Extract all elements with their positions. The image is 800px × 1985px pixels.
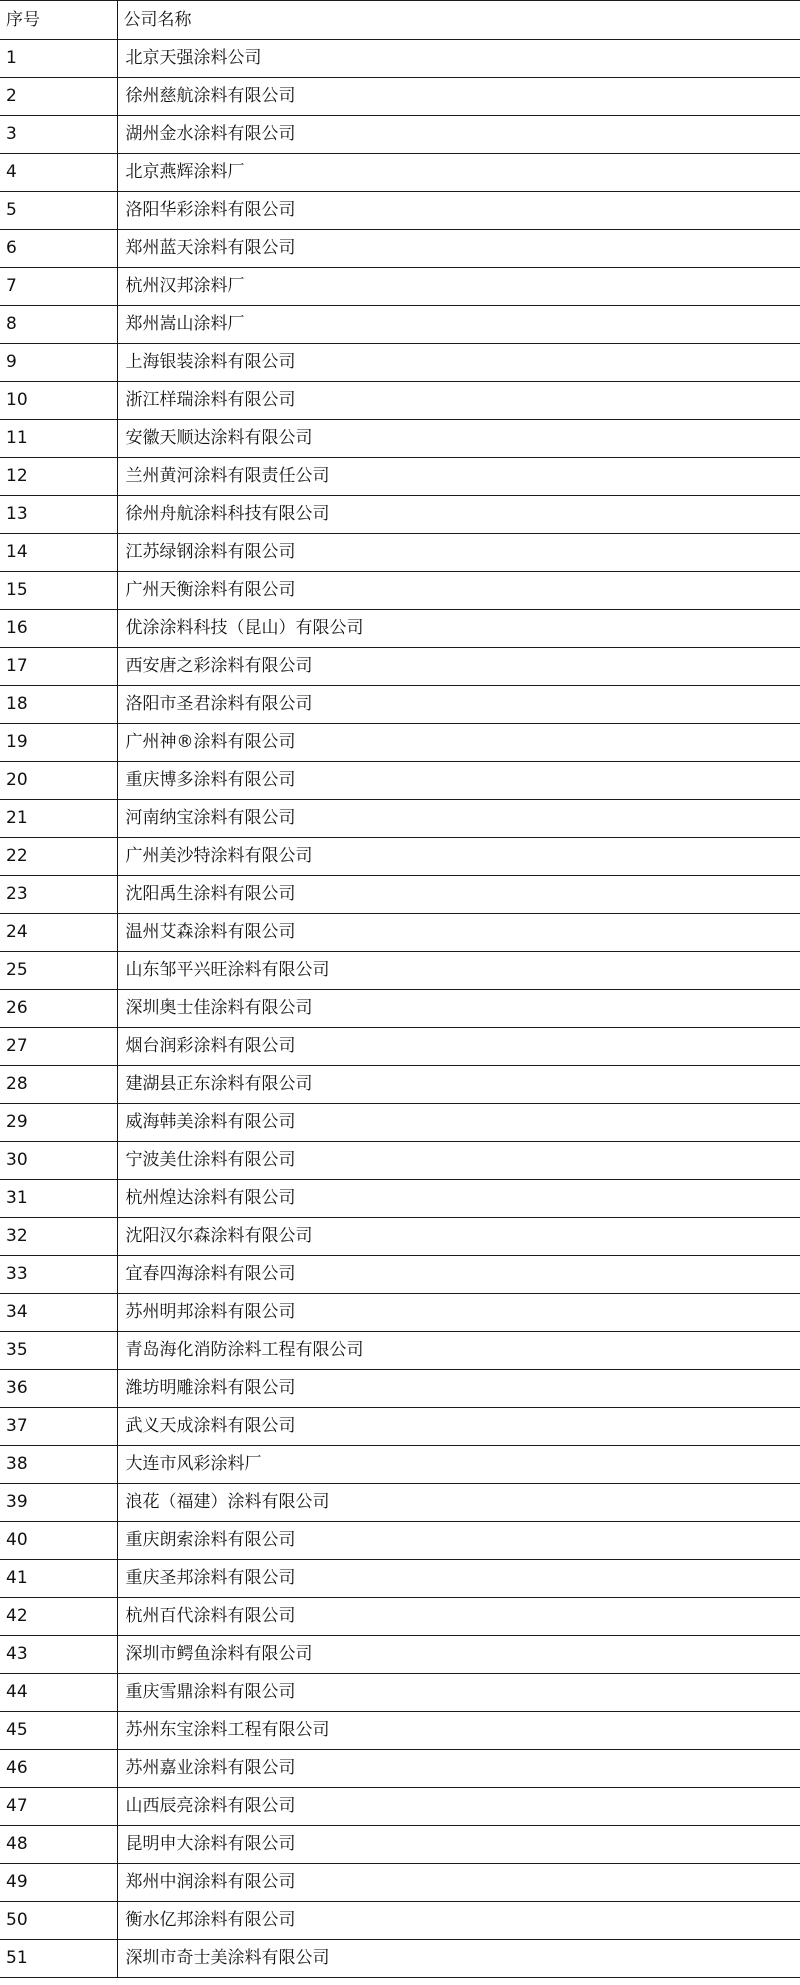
row-index-cell: 4 <box>0 154 117 192</box>
row-index-cell: 7 <box>0 268 117 306</box>
header-row <box>0 1 800 40</box>
row-index-cell: 18 <box>0 686 117 724</box>
row-index-cell: 2 <box>0 78 117 116</box>
company-name-cell: 武义天成涂料有限公司 <box>117 1408 800 1446</box>
table-row <box>0 800 800 838</box>
row-index-cell: 24 <box>0 914 117 952</box>
table-row <box>0 154 800 192</box>
row-index-cell: 14 <box>0 534 117 572</box>
row-index-cell: 1 <box>0 40 117 78</box>
row-index-cell: 3 <box>0 116 117 154</box>
row-index-cell: 40 <box>0 1522 117 1560</box>
company-name-cell: 重庆博多涂料有限公司 <box>117 762 800 800</box>
company-name-cell: 苏州东宝涂料工程有限公司 <box>117 1712 800 1750</box>
table-row <box>0 1864 800 1902</box>
company-name-cell: 西安唐之彩涂料有限公司 <box>117 648 800 686</box>
company-name-cell: 湖州金水涂料有限公司 <box>117 116 800 154</box>
table-row <box>0 306 800 344</box>
table-row <box>0 838 800 876</box>
company-name-cell: 上海银装涂料有限公司 <box>117 344 800 382</box>
row-index-cell: 10 <box>0 382 117 420</box>
company-name-cell: 浪花（福建）涂料有限公司 <box>117 1484 800 1522</box>
table-row <box>0 1218 800 1256</box>
company-name-cell: 郑州嵩山涂料厂 <box>117 306 800 344</box>
table-row <box>0 1066 800 1104</box>
table-row <box>0 572 800 610</box>
row-index-cell: 35 <box>0 1332 117 1370</box>
company-name-cell: 衡水亿邦涂料有限公司 <box>117 1902 800 1940</box>
table-row <box>0 1028 800 1066</box>
table-row <box>0 1370 800 1408</box>
row-index-cell: 15 <box>0 572 117 610</box>
row-index-cell: 17 <box>0 648 117 686</box>
company-name-cell: 郑州中润涂料有限公司 <box>117 1864 800 1902</box>
row-index-cell: 8 <box>0 306 117 344</box>
table-row <box>0 914 800 952</box>
row-index-cell: 23 <box>0 876 117 914</box>
row-index-cell: 26 <box>0 990 117 1028</box>
company-name-cell: 杭州汉邦涂料厂 <box>117 268 800 306</box>
company-name-cell: 温州艾森涂料有限公司 <box>117 914 800 952</box>
row-index-cell: 22 <box>0 838 117 876</box>
table-row <box>0 724 800 762</box>
company-name-cell: 北京燕辉涂料厂 <box>117 154 800 192</box>
table-row <box>0 40 800 78</box>
table-row <box>0 268 800 306</box>
table-row <box>0 876 800 914</box>
row-index-cell: 34 <box>0 1294 117 1332</box>
company-name-cell: 重庆雪鼎涂料有限公司 <box>117 1674 800 1712</box>
table-row <box>0 1104 800 1142</box>
row-index-cell: 32 <box>0 1218 117 1256</box>
row-index-cell: 39 <box>0 1484 117 1522</box>
company-name-cell: 洛阳市圣君涂料有限公司 <box>117 686 800 724</box>
table-row <box>0 1332 800 1370</box>
company-name-cell: 宜春四海涂料有限公司 <box>117 1256 800 1294</box>
row-index-cell: 41 <box>0 1560 117 1598</box>
company-name-cell: 深圳市鳄鱼涂料有限公司 <box>117 1636 800 1674</box>
table-row <box>0 230 800 268</box>
company-name-cell: 重庆朗索涂料有限公司 <box>117 1522 800 1560</box>
company-name-cell: 宁波美仕涂料有限公司 <box>117 1142 800 1180</box>
row-index-cell: 21 <box>0 800 117 838</box>
index-column-header: 序号 <box>0 1 117 40</box>
company-name-cell: 山东邹平兴旺涂料有限公司 <box>117 952 800 990</box>
table-row <box>0 534 800 572</box>
table-row <box>0 116 800 154</box>
table-row <box>0 344 800 382</box>
table-row <box>0 382 800 420</box>
row-index-cell: 51 <box>0 1940 117 1978</box>
table-row <box>0 1522 800 1560</box>
company-name-cell: 浙江样瑞涂料有限公司 <box>117 382 800 420</box>
row-index-cell: 45 <box>0 1712 117 1750</box>
row-index-cell: 25 <box>0 952 117 990</box>
row-index-cell: 19 <box>0 724 117 762</box>
company-name-cell: 大连市风彩涂料厂 <box>117 1446 800 1484</box>
table-row <box>0 1484 800 1522</box>
table-row <box>0 420 800 458</box>
row-index-cell: 43 <box>0 1636 117 1674</box>
row-index-cell: 29 <box>0 1104 117 1142</box>
row-index-cell: 44 <box>0 1674 117 1712</box>
row-index-cell: 6 <box>0 230 117 268</box>
table-row <box>0 648 800 686</box>
table-row <box>0 1750 800 1788</box>
row-index-cell: 11 <box>0 420 117 458</box>
table-row <box>0 1902 800 1940</box>
row-index-cell: 47 <box>0 1788 117 1826</box>
table-row <box>0 1826 800 1864</box>
row-index-cell: 42 <box>0 1598 117 1636</box>
table-row <box>0 686 800 724</box>
company-name-cell: 沈阳汉尔森涂料有限公司 <box>117 1218 800 1256</box>
table-row <box>0 192 800 230</box>
row-index-cell: 46 <box>0 1750 117 1788</box>
table-row <box>0 990 800 1028</box>
table-row <box>0 1180 800 1218</box>
company-name-cell: 徐州舟航涂料科技有限公司 <box>117 496 800 534</box>
table-row <box>0 1294 800 1332</box>
company-name-cell: 烟台润彩涂料有限公司 <box>117 1028 800 1066</box>
row-index-cell: 12 <box>0 458 117 496</box>
company-name-cell: 江苏绿钢涂料有限公司 <box>117 534 800 572</box>
company-name-cell: 潍坊明雕涂料有限公司 <box>117 1370 800 1408</box>
company-name-cell: 重庆圣邦涂料有限公司 <box>117 1560 800 1598</box>
table-row <box>0 78 800 116</box>
row-index-cell: 13 <box>0 496 117 534</box>
table-row <box>0 496 800 534</box>
company-name-cell: 徐州慈航涂料有限公司 <box>117 78 800 116</box>
company-name-cell: 兰州黄河涂料有限责任公司 <box>117 458 800 496</box>
row-index-cell: 37 <box>0 1408 117 1446</box>
company-name-cell: 深圳奥士佳涂料有限公司 <box>117 990 800 1028</box>
row-index-cell: 36 <box>0 1370 117 1408</box>
name-column-header: 公司名称 <box>117 1 800 40</box>
table-row <box>0 1940 800 1978</box>
row-index-cell: 48 <box>0 1826 117 1864</box>
company-name-cell: 苏州明邦涂料有限公司 <box>117 1294 800 1332</box>
table-row <box>0 952 800 990</box>
row-index-cell: 5 <box>0 192 117 230</box>
row-index-cell: 31 <box>0 1180 117 1218</box>
company-name-cell: 广州美沙特涂料有限公司 <box>117 838 800 876</box>
company-name-cell: 杭州百代涂料有限公司 <box>117 1598 800 1636</box>
table-row <box>0 1446 800 1484</box>
row-index-cell: 38 <box>0 1446 117 1484</box>
company-name-cell: 洛阳华彩涂料有限公司 <box>117 192 800 230</box>
table-body <box>0 40 800 1978</box>
company-name-cell: 广州天衡涂料有限公司 <box>117 572 800 610</box>
row-index-cell: 20 <box>0 762 117 800</box>
table-row <box>0 1598 800 1636</box>
company-name-cell: 优涂涂料科技（昆山）有限公司 <box>117 610 800 648</box>
company-name-cell: 威海韩美涂料有限公司 <box>117 1104 800 1142</box>
table-row <box>0 1636 800 1674</box>
table-row <box>0 1712 800 1750</box>
company-name-cell: 安徽天顺达涂料有限公司 <box>117 420 800 458</box>
company-name-cell: 郑州蓝天涂料有限公司 <box>117 230 800 268</box>
row-index-cell: 30 <box>0 1142 117 1180</box>
table-row <box>0 458 800 496</box>
table-row <box>0 610 800 648</box>
table-row <box>0 1256 800 1294</box>
table-row <box>0 1788 800 1826</box>
company-name-cell: 广州神®涂料有限公司 <box>117 724 800 762</box>
row-index-cell: 16 <box>0 610 117 648</box>
row-index-cell: 49 <box>0 1864 117 1902</box>
company-name-cell: 河南纳宝涂料有限公司 <box>117 800 800 838</box>
row-index-cell: 27 <box>0 1028 117 1066</box>
company-name-cell: 深圳市奇士美涂料有限公司 <box>117 1940 800 1978</box>
company-name-cell: 苏州嘉业涂料有限公司 <box>117 1750 800 1788</box>
row-index-cell: 33 <box>0 1256 117 1294</box>
table-row <box>0 1142 800 1180</box>
row-index-cell: 9 <box>0 344 117 382</box>
company-name-cell: 沈阳禹生涂料有限公司 <box>117 876 800 914</box>
company-name-cell: 北京天强涂料公司 <box>117 40 800 78</box>
table-row <box>0 762 800 800</box>
company-name-cell: 建湖县正东涂料有限公司 <box>117 1066 800 1104</box>
row-index-cell: 50 <box>0 1902 117 1940</box>
company-name-cell: 青岛海化消防涂料工程有限公司 <box>117 1332 800 1370</box>
company-name-cell: 昆明申大涂料有限公司 <box>117 1826 800 1864</box>
company-name-cell: 杭州煌达涂料有限公司 <box>117 1180 800 1218</box>
table-row <box>0 1674 800 1712</box>
company-name-cell: 山西辰亮涂料有限公司 <box>117 1788 800 1826</box>
table-row <box>0 1560 800 1598</box>
table-row <box>0 1408 800 1446</box>
row-index-cell: 28 <box>0 1066 117 1104</box>
table-header <box>0 1 800 40</box>
